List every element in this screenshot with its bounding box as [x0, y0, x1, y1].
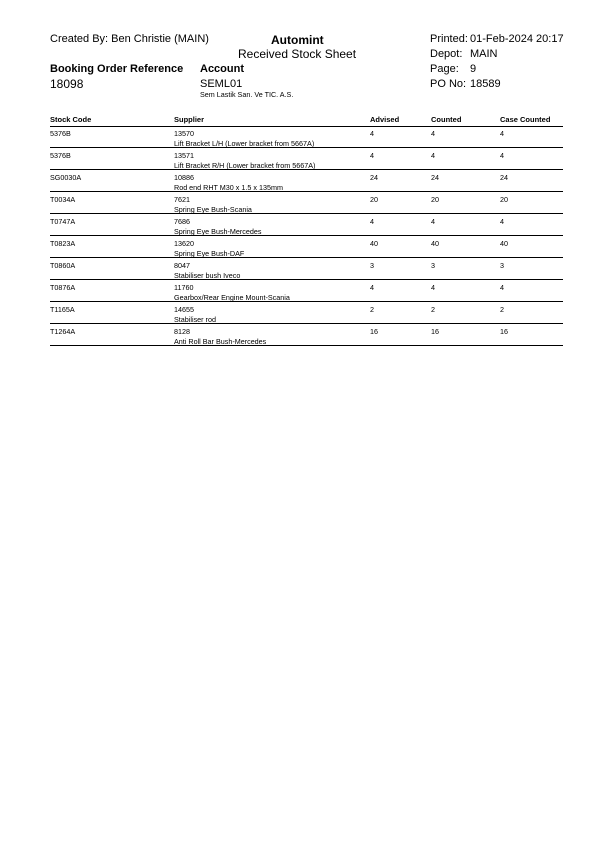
- account-code: SEML01: [200, 78, 243, 90]
- counted-cell: 20: [431, 195, 439, 204]
- case-counted-cell: 3: [500, 261, 504, 270]
- case-counted-cell: 20: [500, 195, 508, 204]
- supplier-cell: [174, 305, 216, 324]
- column-supplier: Supplier: [174, 115, 205, 124]
- case-counted-cell: 4: [500, 217, 504, 226]
- supplier-cell: [174, 151, 315, 170]
- counted-cell: 40: [431, 239, 439, 248]
- stock-code-cell: T1165A: [50, 305, 75, 314]
- printed-value: 01-Feb-2024 20:17: [470, 33, 564, 45]
- advised-cell: 24: [370, 173, 378, 182]
- case-counted-cell: 4: [500, 129, 504, 138]
- case-counted-cell: 2: [500, 305, 504, 314]
- item-description: Spring Eye Bush-DAF: [174, 249, 245, 258]
- case-counted-cell: 40: [500, 239, 508, 248]
- column-stock-code: Stock Code: [50, 115, 92, 124]
- table-row: [50, 192, 563, 214]
- counted-cell: 4: [431, 283, 435, 292]
- supplier-cell: [174, 283, 290, 302]
- item-description: Spring Eye Bush-Mercedes: [174, 227, 262, 236]
- stock-code-cell: T1264A: [50, 327, 76, 336]
- supplier-number: 7686: [174, 217, 190, 226]
- advised-cell: 40: [370, 239, 378, 248]
- table-row: [50, 214, 563, 236]
- supplier-number: 13570: [174, 129, 194, 138]
- case-counted-cell: 4: [500, 283, 504, 292]
- counted-cell: 4: [431, 151, 435, 160]
- booking-ref-value: 18098: [50, 77, 84, 91]
- supplier-number: 13571: [174, 151, 194, 160]
- po-label: PO No:: [430, 78, 467, 90]
- table-row: [50, 236, 563, 258]
- advised-cell: 4: [370, 151, 374, 160]
- item-description: Spring Eye Bush-Scania: [174, 205, 252, 214]
- supplier-cell: [174, 327, 266, 346]
- stock-code-cell: T0034A: [50, 195, 76, 204]
- item-description: Stabiliser rod: [174, 315, 216, 324]
- item-description: Lift Bracket R/H (Lower bracket from 5667A): [174, 161, 316, 170]
- depot-value: MAIN: [470, 48, 498, 60]
- supplier-number: 7621: [174, 195, 190, 204]
- advised-cell: 4: [370, 217, 374, 226]
- stock-code-cell: 5376B: [50, 129, 71, 138]
- case-counted-cell: 16: [500, 327, 508, 336]
- counted-cell: 4: [431, 217, 435, 226]
- advised-cell: 4: [370, 283, 374, 292]
- supplier-cell: [174, 195, 252, 214]
- supplier-cell: [174, 217, 262, 236]
- advised-cell: 3: [370, 261, 374, 270]
- case-counted-cell: 4: [500, 151, 504, 160]
- item-description: Anti Roll Bar Bush-Mercedes: [174, 337, 267, 346]
- counted-cell: 4: [431, 129, 435, 138]
- account-label: Account: [200, 63, 244, 75]
- printed-label: Printed:: [430, 33, 468, 45]
- po-number: 18589: [470, 78, 501, 90]
- company-name: Automint: [271, 33, 324, 47]
- column-counted: Counted: [431, 115, 462, 124]
- supplier-number: 14655: [174, 305, 194, 314]
- stock-code-cell: 5376B: [50, 151, 71, 160]
- page-label: Page:: [430, 63, 459, 75]
- supplier-number: 13620: [174, 239, 194, 248]
- account-name: Sem Lastik San. Ve TIC. A.S.: [200, 90, 294, 99]
- advised-cell: 20: [370, 195, 378, 204]
- booking-ref-label: Booking Order Reference: [50, 63, 184, 75]
- counted-cell: 2: [431, 305, 435, 314]
- item-description: Rod end RHT M30 x 1.5 x 135mm: [174, 183, 283, 192]
- case-counted-cell: 24: [500, 173, 508, 182]
- supplier-cell: [174, 129, 314, 148]
- table-row: [50, 126, 563, 148]
- supplier-cell: [174, 261, 240, 280]
- item-description: Lift Bracket L/H (Lower bracket from 5667A): [174, 139, 315, 148]
- column-advised: Advised: [370, 115, 400, 124]
- created-by: Created By: Ben Christie (MAIN): [50, 33, 209, 45]
- table-row: [50, 302, 563, 324]
- item-description: Gearbox/Rear Engine Mount-Scania: [174, 293, 290, 302]
- stock-code-cell: T0876A: [50, 283, 76, 292]
- supplier-number: 11760: [174, 283, 194, 292]
- table-row: [50, 280, 563, 302]
- advised-cell: 4: [370, 129, 374, 138]
- item-description: Stabiliser bush Iveco: [174, 271, 241, 280]
- table-row: [50, 324, 563, 346]
- stock-code-cell: T0823A: [50, 239, 76, 248]
- depot-label: Depot:: [430, 48, 463, 60]
- supplier-cell: [174, 173, 283, 192]
- table-row: [50, 170, 563, 192]
- sheet-title: Received Stock Sheet: [238, 47, 357, 61]
- stock-code-cell: T0860A: [50, 261, 76, 270]
- counted-cell: 24: [431, 173, 439, 182]
- stock-table-body: [50, 126, 563, 346]
- column-case-counted: Case Counted: [500, 115, 551, 124]
- advised-cell: 16: [370, 327, 378, 336]
- table-row: [50, 148, 563, 170]
- supplier-number: 8128: [174, 327, 190, 336]
- page-number: 9: [470, 63, 477, 75]
- supplier-number: 8047: [174, 261, 190, 270]
- stock-code-cell: SG0030A: [50, 173, 82, 182]
- supplier-number: 10886: [174, 173, 194, 182]
- stock-code-cell: T0747A: [50, 217, 76, 226]
- counted-cell: 16: [431, 327, 439, 336]
- counted-cell: 3: [431, 261, 435, 270]
- advised-cell: 2: [370, 305, 374, 314]
- supplier-cell: [174, 239, 244, 258]
- table-row: [50, 258, 563, 280]
